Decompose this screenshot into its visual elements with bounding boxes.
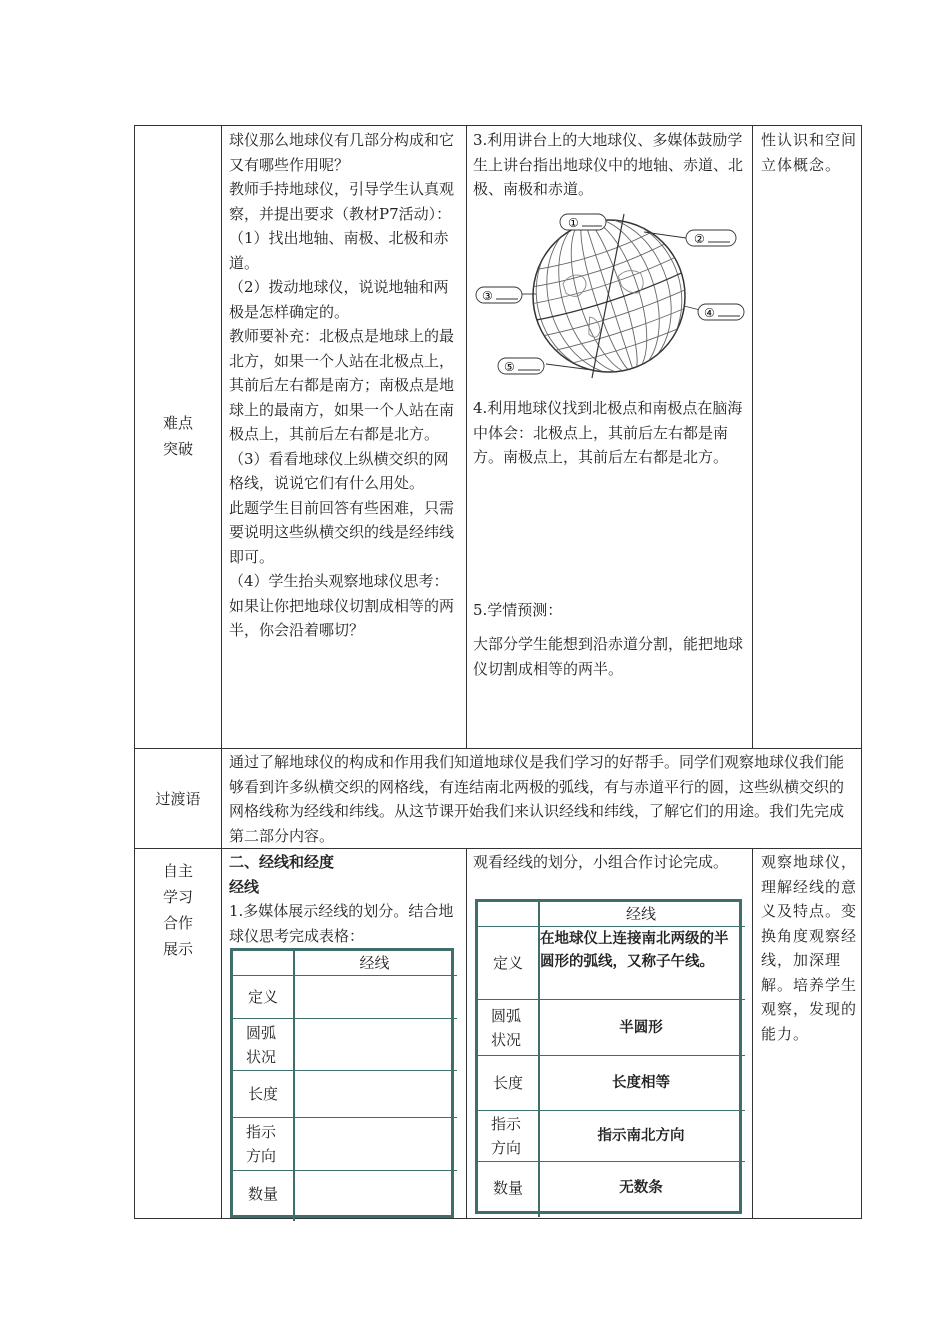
nandian-student-activity-mid — [473, 396, 747, 470]
table-answer: 半圆形 — [619, 1019, 663, 1036]
paragraph: （3）看看地球仪上纵横交织的网格线，说说它们有什么用处。 — [229, 449, 449, 492]
globe-label: ② — [694, 232, 705, 246]
table-border-left — [134, 125, 135, 1219]
globe-label: ⑤ — [504, 360, 515, 374]
table-row-label: 定义 — [492, 954, 523, 972]
paragraph: （4）学生抬头观察地球仪思考： — [229, 572, 449, 590]
nandian-teacher-activity — [229, 128, 459, 643]
row-label-guodu: 过渡语 — [155, 790, 201, 808]
col-divider-3b — [752, 848, 753, 1219]
row-divider-2 — [134, 848, 862, 849]
section-subheading: 经线 — [229, 877, 260, 896]
row-label-line: 学习 — [162, 888, 193, 906]
nandian-design-intent — [761, 128, 857, 177]
paragraph: 5.学情预测： — [473, 601, 563, 619]
paragraph: （2）拨动地球仪，说说地轴和两极是怎样确定的。 — [229, 278, 449, 321]
table-header: 经线 — [625, 905, 656, 923]
paragraph: 大部分学生能想到沿赤道分割，能把地球仪切割成相等的两半。 — [473, 635, 744, 678]
row-divider-1 — [134, 748, 862, 749]
table-answer: 长度相等 — [612, 1075, 670, 1091]
meridian-worksheet-blank — [230, 948, 454, 1218]
meridian-worksheet-filled — [475, 899, 742, 1214]
row-label-zizhu — [135, 858, 221, 962]
table-row-label: 定义 — [247, 988, 278, 1006]
table-row-label: 圆弧状况 — [245, 1023, 276, 1066]
paragraph: 此题学生目前回答有些困难，只需要说明这些纵横交织的线是经纬线即可。 — [229, 498, 455, 566]
zizhu-student-activity: 观看经线的划分，小组合作讨论完成。 — [473, 853, 729, 871]
table-row-label: 指示方向 — [245, 1123, 276, 1165]
paragraph: （1）找出地轴、南极、北极和赤道。 — [229, 229, 449, 272]
table-answer: 无数条 — [619, 1180, 663, 1196]
table-row-label: 长度 — [247, 1085, 278, 1103]
row-label-nandian — [135, 410, 221, 462]
paragraph: 4.利用地球仪找到北极点和南极点在脑海中体会：北极点上，其前后左右都是南方。南极点上，其前后左右都是北方。 — [473, 399, 743, 466]
table-row-label: 圆弧状况 — [490, 1006, 521, 1049]
table-row-label: 指示方向 — [490, 1115, 521, 1157]
paragraph: 教师要补充：北极点是地球上的最北方，如果一个人站在北极点上，其前后左右都是南方；南极点是地球上的最南方，如果一个人站在南极点上，其前后左右都是北方。 — [229, 327, 455, 443]
zizhu-design-intent: 观察地球仪，理解经线的意义及特点。变换角度观察经线，加深理解。培养学生观察，发现的能力。 — [761, 853, 858, 1043]
paragraph: 性认识和空间立体概念。 — [761, 131, 858, 174]
table-answer: 在地球仪上连接南北两级的半圆形的弧线，又称子午线。 — [540, 931, 729, 970]
row-label-line: 展示 — [162, 940, 193, 958]
paragraph: 3.利用讲台上的大地球仪、多媒体鼓励学生上讲台指出地球仪中的地轴、赤道、北极、南极和赤道。 — [473, 131, 744, 198]
table-row-label: 长度 — [492, 1074, 523, 1092]
col-divider-1 — [221, 125, 222, 1219]
nandian-student-prediction-title — [473, 598, 747, 623]
nandian-student-activity-top — [473, 128, 747, 202]
guodu-text: 通过了解地球仪的构成和作用我们知道地球仪是我们学习的好帮手。同学们观察地球仪我们能够看到许多纵横交织的网格线，有连结南北两极的弧线，有与赤道平行的圆，这些纵横交织的网格线称为经线和纬线。从这节课开始我们来认识经线和纬线，了解它们的用途。我们先完成第二部分内容。 — [229, 753, 845, 845]
globe-label: ③ — [482, 289, 493, 303]
col-divider-2b — [466, 848, 467, 1219]
section-heading: 二、经线和经度 — [229, 853, 335, 871]
col-divider-3 — [752, 125, 753, 748]
row-label-line: 难点 — [162, 414, 193, 432]
table-border-right — [861, 125, 862, 1219]
table-header: 经线 — [359, 954, 390, 972]
table-row-label: 数量 — [492, 1179, 523, 1197]
row-label-line: 突破 — [162, 440, 193, 458]
paragraph: 教师手持地球仪，引导学生认真观察，并提出要求（教材P7活动）： — [229, 180, 455, 223]
zizhu-teacher-activity — [229, 850, 461, 948]
row-label-line: 合作 — [162, 914, 193, 932]
paragraph: 球仪那么地球仪有几部分构成和它又有哪些作用呢？ — [229, 131, 455, 174]
col-divider-2 — [466, 125, 467, 748]
nandian-student-prediction — [473, 632, 747, 681]
globe-diagram — [474, 210, 748, 380]
paragraph: 1.多媒体展示经线的划分。结合地球仪思考完成表格： — [229, 902, 454, 945]
table-row-label: 数量 — [247, 1185, 278, 1203]
globe-label: ④ — [704, 306, 715, 320]
row-label-line: 自主 — [162, 862, 193, 880]
table-answer: 指示南北方向 — [597, 1128, 685, 1144]
paragraph: 如果让你把地球仪切割成相等的两半，你会沿着哪切？ — [229, 596, 455, 639]
globe-label: ① — [568, 216, 579, 230]
